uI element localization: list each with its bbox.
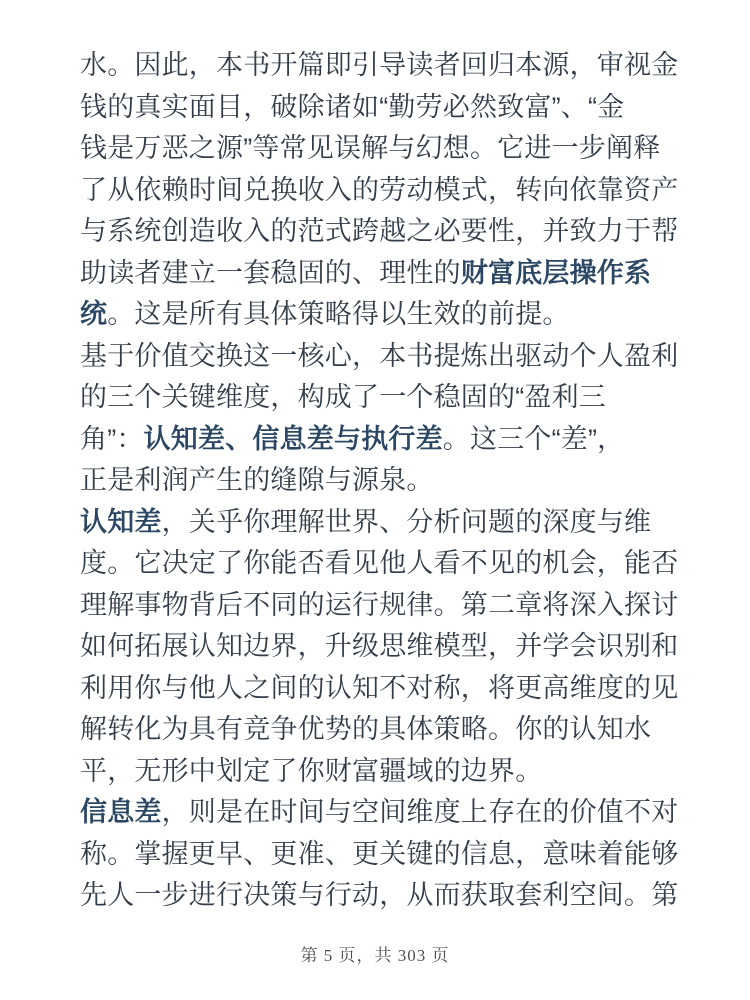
- text-line: [80, 419, 695, 461]
- paragraph: [80, 792, 695, 917]
- text-line: [80, 875, 695, 917]
- text-segment: 利用你与他人之间的认知不对称，将更高维度的见: [80, 672, 679, 703]
- text-segment: 度。它决定了你能否看见他人看不见的机会，能否: [80, 548, 679, 578]
- text-segment: 如何拓展认知边界，升级思维模型，并学会识别和: [80, 631, 679, 661]
- bold-term: 认知差、信息差与执行差: [143, 423, 443, 454]
- bold-term: 信息差: [80, 797, 162, 827]
- text-segment: 钱是万恶之源”等常见误解与幻想。它进一步阐释: [80, 133, 661, 163]
- text-line: [80, 585, 695, 627]
- page-text: [80, 45, 695, 917]
- bold-term: 统: [80, 299, 108, 329]
- paragraph: [80, 502, 695, 793]
- text-line: [80, 626, 695, 668]
- text-line: [80, 543, 695, 585]
- text-line: [80, 377, 695, 419]
- text-line: [80, 87, 695, 129]
- text-segment: 。这是所有具体策略得以生效的前提。: [107, 299, 570, 329]
- text-segment: 钱的真实面目，破除诸如“勤劳必然致富”、“金: [80, 91, 625, 122]
- text-line: [80, 128, 695, 170]
- text-line: [80, 170, 695, 212]
- text-segment: 助读者建立一套稳固的、理性的: [80, 257, 461, 288]
- text-segment: 正是利润产生的缝隙与源泉。: [80, 465, 434, 495]
- text-line: [80, 751, 695, 793]
- text-segment: 平，无形中划定了你财富疆域的边界。: [80, 755, 543, 786]
- text-segment: 的三个关键维度，构成了一个稳固的“盈利三: [80, 382, 606, 412]
- text-line: [80, 792, 695, 834]
- text-segment: ，则是在时间与空间维度上存在的价值不对: [161, 797, 679, 827]
- text-segment: 基于价值交换这一核心，本书提炼出驱动个人盈利: [80, 340, 679, 371]
- text-segment: 称。掌握更早、更准、更关键的信息，意味着能够: [80, 838, 679, 869]
- text-segment: 角”：: [80, 423, 144, 454]
- text-segment: 。这三个“差”，: [442, 423, 625, 454]
- text-line: [80, 211, 695, 253]
- text-segment: 与系统创造收入的范式跨越之必要性，并致力于帮: [80, 216, 679, 246]
- text-segment: 解转化为具有竞争优势的具体策略。你的认知水: [80, 714, 652, 744]
- page-footer: [0, 941, 750, 966]
- paragraph: [80, 336, 695, 502]
- text-segment: 理解事物背后不同的运行规律。第二章将深入探讨: [80, 589, 679, 620]
- text-line: [80, 460, 695, 502]
- bold-term: 财富底层操作系: [460, 257, 652, 288]
- text-line: [80, 709, 695, 751]
- text-line: [80, 668, 695, 710]
- text-line: [80, 253, 695, 295]
- page-number-indicator: 第 5 页，共 303 页: [300, 946, 450, 965]
- text-line: [80, 294, 695, 336]
- text-line: [80, 336, 695, 378]
- text-segment: 了从依赖时间兑换收入的劳动模式，转向依靠资产: [80, 174, 679, 205]
- text-segment: 水。因此，本书开篇即引导读者回归本源，审视金: [80, 50, 679, 80]
- text-line: [80, 502, 695, 544]
- text-segment: 先人一步进行决策与行动，从而获取套利空间。第: [80, 880, 679, 910]
- text-segment: ，关乎你理解世界、分析问题的深度与维: [161, 506, 652, 537]
- text-line: [80, 45, 695, 87]
- text-line: [80, 834, 695, 876]
- bold-term: 认知差: [80, 506, 162, 537]
- paragraph: [80, 45, 695, 336]
